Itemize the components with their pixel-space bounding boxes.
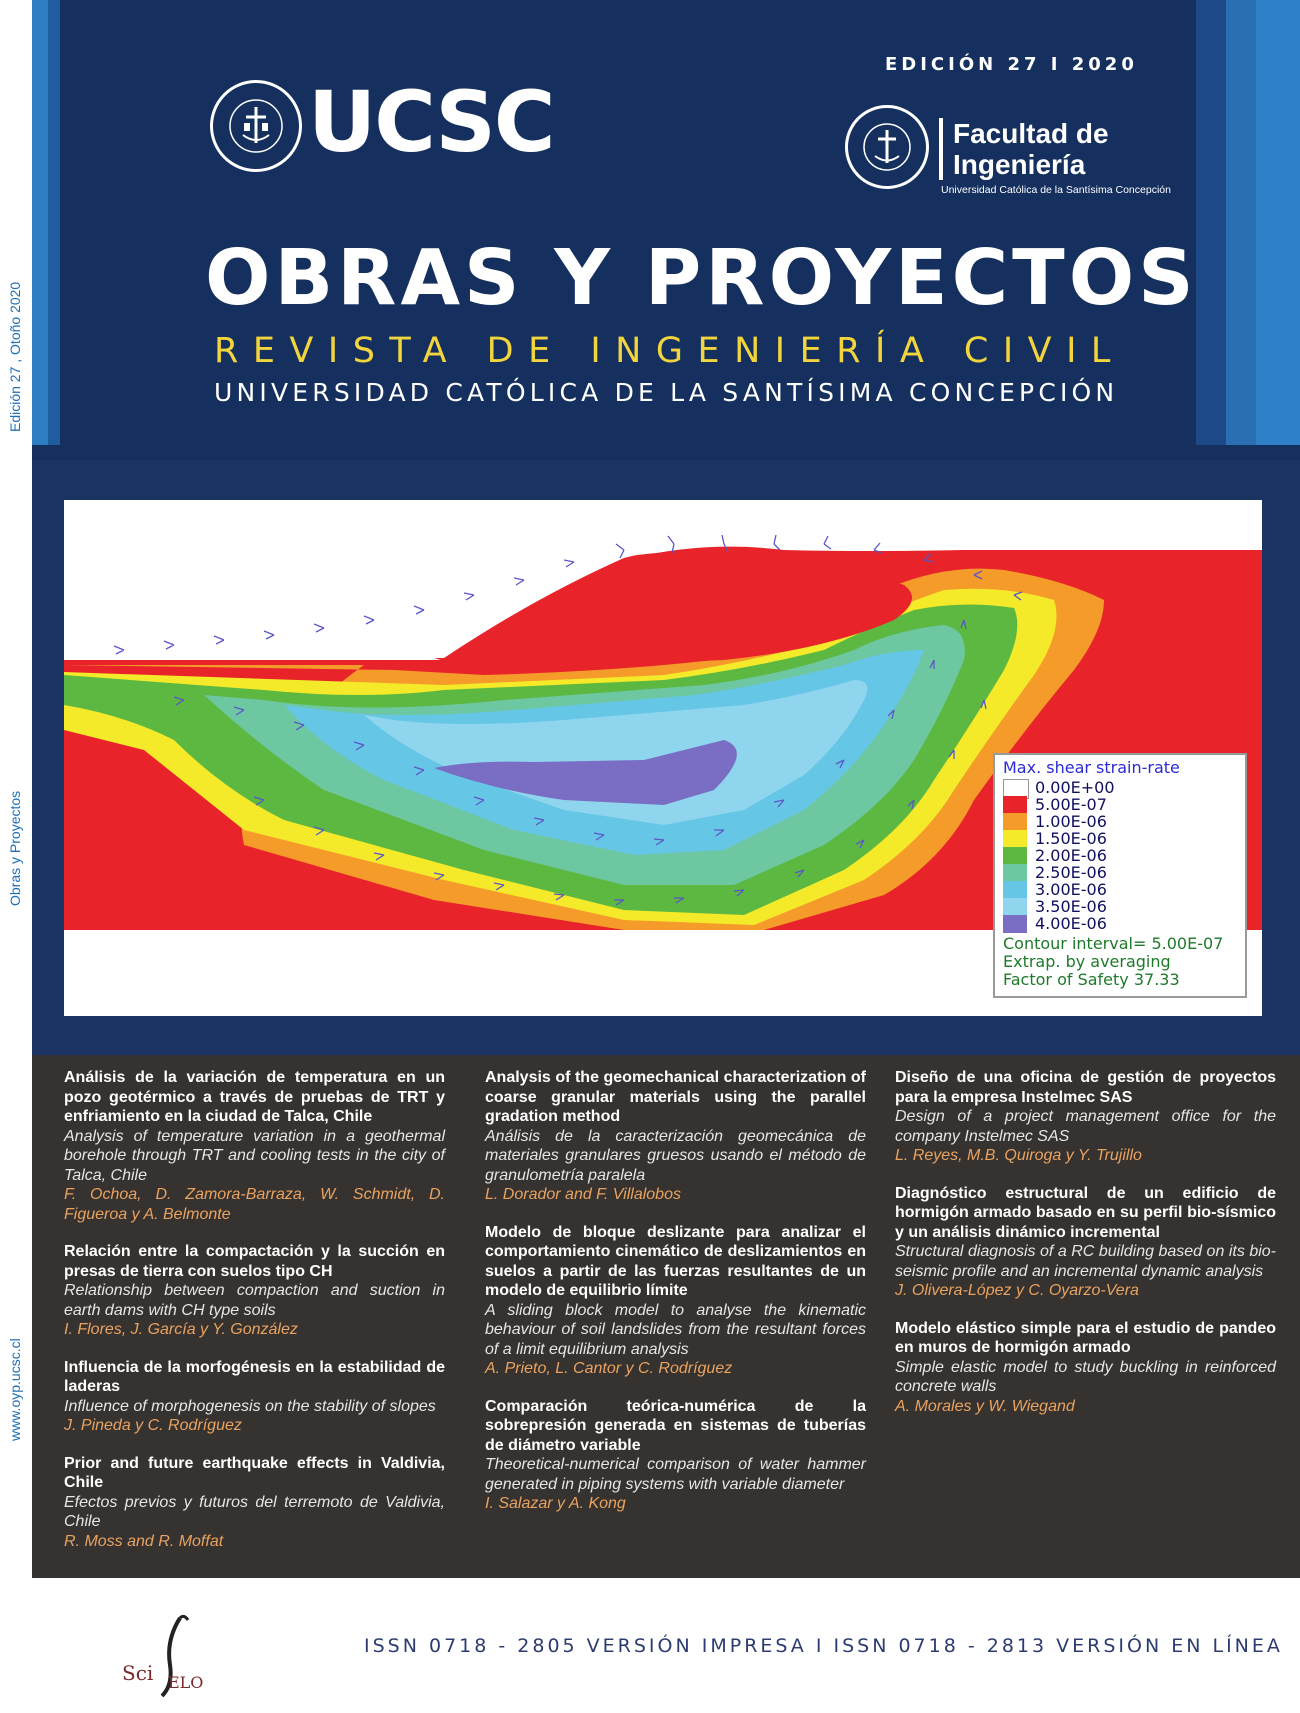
svg-text:ELO: ELO: [168, 1673, 204, 1692]
article-translated-title: Design of a project management office for the company Instelmec SAS: [895, 1108, 1276, 1145]
right-stripe-mid: [1196, 0, 1226, 445]
right-stripe-light: [1226, 0, 1256, 445]
article-title: Modelo de bloque deslizante para analizar el comportamiento cinemático de deslizamientos en suelos a partir de las fuerzas resultantes de un modelo de equilibrio límite: [485, 1223, 866, 1299]
legend-swatch: [1003, 796, 1027, 814]
article-entry[interactable]: [895, 1068, 1276, 1166]
legend-label: 3.00E-06: [1035, 880, 1107, 899]
article-translated-title: Simple elastic model to study buckling in reinforced concrete walls: [895, 1358, 1276, 1395]
article-authors: I. Flores, J. García y Y. González: [64, 1321, 298, 1338]
article-entry[interactable]: [64, 1068, 445, 1224]
legend-swatch: [1003, 813, 1027, 831]
article-authors: J. Olivera-López y C. Oyarzo-Vera: [895, 1282, 1139, 1299]
journal-subtitle: REVISTA DE INGENIERÍA CIVIL: [214, 331, 1125, 371]
article-entry[interactable]: [64, 1242, 445, 1340]
legend-swatch: [1003, 830, 1027, 848]
legend-swatch: [1003, 898, 1027, 916]
legend-label: 1.00E-06: [1035, 812, 1107, 831]
article-entry[interactable]: [485, 1397, 866, 1514]
figure-legend: [993, 753, 1247, 998]
article-title: Relación entre la compactación y la succión en presas de tierra con suelos tipo CH: [64, 1243, 445, 1280]
spine-journal: Obras y Proyectos: [7, 790, 23, 906]
article-entry[interactable]: [64, 1454, 445, 1552]
faculty-seal-logo: [845, 105, 929, 189]
article-title: Modelo elástico simple para el estudio de pandeo en muros de hormigón armado: [895, 1319, 1276, 1356]
article-translated-title: Structural diagnosis of a RC building based on its bio-seismic profile and an incremental dynamic analysis: [895, 1243, 1276, 1280]
ucsc-seal-logo: [210, 80, 302, 172]
article-authors: J. Pineda y C. Rodríguez: [64, 1417, 242, 1434]
left-stripe-light: [32, 0, 48, 445]
article-title: Análisis de la variación de temperatura en un pozo geotérmico a través de pruebas de TRT y enfriamiento en la ciudad de Talca, Chile: [64, 1069, 445, 1125]
article-translated-title: A sliding block model to analyse the kinematic behaviour of soil landslides from the resultant forces of a limit equilibrium analysis: [485, 1301, 866, 1358]
spine-edition: Edición 27 , Otoño 2020: [7, 281, 23, 432]
scielo-logo[interactable]: [118, 1610, 208, 1700]
faculty-divider: [939, 118, 943, 180]
article-translated-title: Theoretical-numerical comparison of water hammer generated in piping systems with variable diameter: [485, 1456, 866, 1493]
legend-label: 4.00E-06: [1035, 914, 1107, 933]
article-authors: L. Dorador and F. Villalobos: [485, 1186, 681, 1203]
article-title: Prior and future earthquake effects in Valdivia, Chile: [64, 1454, 445, 1491]
legend-label: 3.50E-06: [1035, 897, 1107, 916]
article-authors: F. Ochoa, D. Zamora-Barraza, W. Schmidt, D. Figueroa y A. Belmonte: [64, 1186, 445, 1223]
article-translated-title: Influence of morphogenesis on the stability of slopes: [64, 1397, 436, 1415]
svg-text:Sci: Sci: [122, 1661, 154, 1685]
left-stripe-mid: [48, 0, 60, 445]
legend-label: 5.00E-07: [1035, 795, 1107, 814]
article-translated-title: Efectos previos y futuros del terremoto de Valdivia, Chile: [64, 1493, 445, 1530]
article-title: Diagnóstico estructural de un edificio de hormigón armado basado en su perfil bio-sísmico y un análisis dinámico incremental: [895, 1184, 1276, 1241]
article-authors: A. Prieto, L. Cantor y C. Rodríguez: [485, 1360, 733, 1377]
article-entry[interactable]: [895, 1319, 1276, 1417]
article-entry[interactable]: [895, 1184, 1276, 1301]
article-entry[interactable]: [485, 1223, 866, 1379]
legend-contour-interval: Contour interval= 5.00E-07: [1003, 934, 1224, 953]
spine-url[interactable]: www.oyp.ucsc.cl: [7, 1338, 23, 1441]
issn-line: ISSN 0718 - 2805 VERSIÓN IMPRESA I ISSN 0718 - 2813 VERSIÓN EN LÍNEA: [364, 1635, 1283, 1657]
legend-title: Max. shear strain-rate: [1003, 758, 1180, 777]
legend-row: [1003, 915, 1243, 933]
article-entry[interactable]: [485, 1068, 866, 1205]
article-title: Diseño de una oficina de gestión de proyectos para la empresa Instelmec SAS: [895, 1069, 1276, 1106]
article-title: Comparación teórica-numérica de la sobrepresión generada en sistemas de tuberías de diámetro variable: [485, 1397, 866, 1454]
legend-label: 2.50E-06: [1035, 863, 1107, 882]
faculty-name-line2: Ingeniería: [953, 149, 1086, 180]
legend-swatch: [1003, 915, 1027, 933]
article-authors: L. Reyes, M.B. Quiroga y Y. Trujillo: [895, 1147, 1142, 1164]
article-title: Analysis of the geomechanical characterization of coarse granular materials using the parallel gradation method: [485, 1069, 866, 1125]
article-authors: I. Salazar y A. Kong: [485, 1495, 626, 1512]
faculty-subtitle: Universidad Católica de la Santísima Concepción: [941, 184, 1171, 196]
legend-label: 2.00E-06: [1035, 846, 1107, 865]
legend-factor-of-safety: Factor of Safety 37.33: [1003, 970, 1180, 989]
article-title: Influencia de la morfogénesis en la estabilidad de laderas: [64, 1358, 445, 1395]
article-translated-title: Análisis de la caracterización geomecánica de materiales granulares gruesos usando el método de granulometría paralela: [485, 1127, 866, 1184]
legend-swatch: [1003, 881, 1027, 899]
article-translated-title: Relationship between compaction and suction in earth dams with CH type soils: [64, 1282, 445, 1319]
legend-swatch: [1003, 864, 1027, 882]
article-authors: R. Moss and R. Moffat: [64, 1532, 224, 1550]
legend-label: 0.00E+00: [1035, 778, 1115, 797]
edition-label: EDICIÓN 27 I 2020: [885, 54, 1138, 75]
article-authors: A. Morales y W. Wiegand: [895, 1397, 1075, 1415]
article-entry[interactable]: [64, 1358, 445, 1436]
contents-column-2: [485, 1068, 866, 1532]
faculty-name-line1: Facultad de: [953, 118, 1109, 149]
legend-label: 1.50E-06: [1035, 829, 1107, 848]
journal-title: OBRAS Y PROYECTOS: [205, 234, 1198, 323]
contents-column-1: [64, 1068, 445, 1569]
university-name: UNIVERSIDAD CATÓLICA DE LA SANTÍSIMA CONCEPCIÓN: [214, 378, 1119, 407]
legend-swatch: [1003, 847, 1027, 865]
article-translated-title: Analysis of temperature variation in a geothermal borehole through TRT and cooling tests in the city of Talca, Chile: [64, 1127, 445, 1184]
right-stripe-lighter: [1256, 0, 1300, 445]
ucsc-wordmark: UCSC: [308, 73, 554, 171]
contents-column-3: [895, 1068, 1276, 1434]
legend-extrapolation: Extrap. by averaging: [1003, 952, 1171, 971]
